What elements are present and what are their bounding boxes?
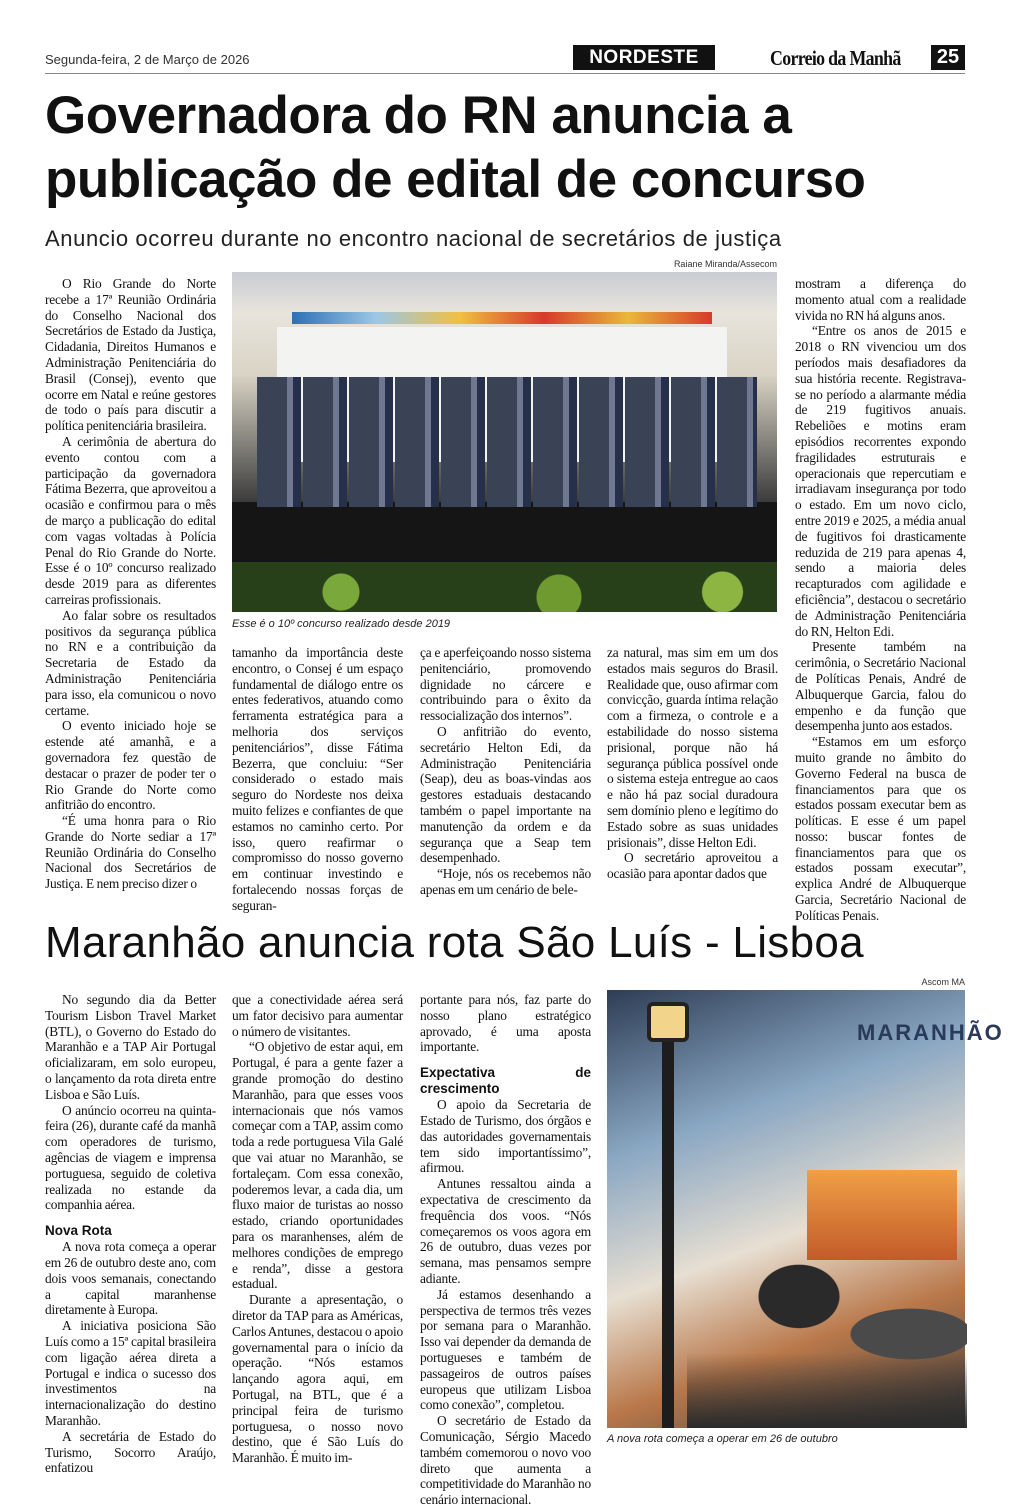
event-banner-strip [292,312,712,324]
paragraph: O anfitrião do evento, secretário Helton Edi, da Administração Penitenciária (Seap), deu as boas-vindas aos gestores estaduais destacando também o papel importante na manutenção da ordem e da segurança que a Seap tem desempenhado. [420,723,591,866]
paragraph: “Hoje, nós os recebemos não apenas em um cenário de bele- [420,866,591,897]
paragraph: O apoio da Secretaria de Estado de Turismo, dos órgãos e das autoridades governamentais tem sido importantíssimo”, afirmou. [420,1097,591,1176]
paragraph: O secretário aproveitou a ocasião para apontar dados que [607,850,778,882]
paragraph: ça e aperfeiçoando nosso sistema penitenciário, promovendo dignidade no cárcere e contribuindo para o êxito da ressocialização dos internos”. [420,645,591,724]
article1-subtitle: Anuncio ocorreu durante no encontro nacional de secretários de justiça [45,226,782,251]
article2-column-2 [232,992,403,1466]
visitors [687,1240,967,1428]
article1-column-4 [607,645,778,882]
article1-column-5 [795,276,966,924]
article1-column-2 [232,645,403,914]
page-number: 25 [931,45,965,70]
lamp-post [662,1020,674,1428]
paragraph: “Estamos em um esforço muito grande no âmbito do Governo Federal na busca de financiamentos para que os estados possam executar bem as políticas. E esse é um papel nosso: buscar fontes de financiamentos para que os estados possam executar”, explica André de Albuquerque Garcia, Secretário Nacional de Políticas Penais. [795,734,966,923]
paragraph: Presente também na cerimônia, o Secretário Nacional de Políticas Penais, André de Albuquerque Garcia, falou do empenho e da função que desempenha junto aos estados. [795,639,966,734]
paragraph: “É uma honra para o Rio Grande do Norte sediar a 17ª Reunião Ordinária do Conselho Nacional dos Secretários de Justiça. E nem preciso dizer o [45,813,216,892]
subheading: Nova Rota [45,1223,112,1239]
paragraph: que a conectividade aérea será um fator decisivo para aumentar o número de visitantes. [232,992,403,1039]
photo2-credit: Ascom MA [921,977,965,987]
paragraph: O anúncio ocorreu na quinta-feira (26), durante café da manhã com operadores de turismo, agências de viagem e imprensa portuguesa, seguido de coletiva realizada no estande da companhia aérea. [45,1102,216,1213]
paragraph: Antunes ressaltou ainda a expectativa de crescimento da frequência dos voos. “Nós começaremos os voos agora em 26 de outubro, duas vezes por semana, mas pensamos sempre adiante. [420,1176,591,1286]
paragraph: O secretário de Estado da Comunicação, Sérgio Macedo também comemorou o novo voo direto que aumenta a competitividade do Maranhão no cenário internacional. [420,1413,591,1508]
paragraph: O evento iniciado hoje se estende até amanhã, e a governadora fez questão de destacar o prazer de poder ter o Rio Grande do Norte como anfitrião do encontro. [45,718,216,813]
plants [232,562,777,612]
paragraph: Durante a apresentação, o diretor da TAP para as Américas, Carlos Antunes, destacou o apoio governamental para o início da operação. “Nós estamos lançando agora aqui, em Portugal, na BTL, que é a principal feira de turismo portuguesa, o nosso novo destino, que é São Luís do Maranhão. É muito im- [232,1292,403,1466]
newspaper-logo: Correio da Manhã [770,46,901,70]
paragraph: A secretária de Estado do Turismo, Socorro Araújo, enfatizou [45,1428,216,1476]
paragraph: za natural, mas sim em um dos estados mais seguros do Brasil. Realidade que, ouso afirmar com convicção, guarda íntima relação com a firmeza, o controle e a estabilidade do nosso sistema prisional, porque não há segurança pública possível onde o sistema esteja entregue ao caos e não há paz social duradoura sem domínio pleno e legítimo do Estado sobre as suas unidades prisionais”, disse Helton Edi. [607,645,778,850]
paragraph: Ao falar sobre os resultados positivos da segurança pública no RN e a contribuição da Secretaria de Estado da Administração Penitenciária para isso, ela comunicou o novo certame. [45,607,216,718]
article1-column-3 [420,645,591,898]
photo1-credit: Raiane Miranda/Assecom [673,259,777,269]
issue-date: Segunda-feira, 2 de Março de 2026 [45,52,250,67]
paragraph: portante para nós, faz parte do nosso plano estratégico aprovado, é uma aposta importante. [420,992,591,1055]
article2-column-3 [420,992,591,1508]
subheading: Expectativa de crescimento [420,1065,591,1097]
stand-sign: MARANHÃO [857,1020,1004,1045]
header-divider [45,73,965,74]
paragraph: A cerimônia de abertura do evento contou com a participação da governadora Fátima Bezerra, que aproveitou a ocasião e confirmou para o mês de março a publicação do edital com vagas voltadas à Polícia Penal do Rio Grande do Norte. Esse é o 10º concurso realizado desde 2019 para as diferentes carreiras profissionais. [45,433,216,607]
article1-headline: Governadora do RN anuncia a publicação de edital de concurso [45,86,866,209]
paragraph: “O objetivo de estar aqui, em Portugal, é para a gente fazer a grande promoção do destino Maranhão, para que esses voos internacionais que nós vamos começar com a TAP, assim como toda a rede portuguesa Vila Galé que vai atuar no Maranhão, se fortaleçam. Com essa conexão, poderemos levar, a cada dia, um fluxo maior de turistas ao nosso estado, criando oportunidades para os maranhenses, além de melhores condições de emprego e renda”, disse a gestora estadual. [232,1039,403,1292]
paragraph: mostram a diferença do momento atual com a realidade vivida no RN há alguns anos. [795,276,966,323]
lamp [647,1002,689,1042]
paragraph: Já estamos desenhando a perspectiva de termos três vezes por semana para o Maranhão. Isso vai depender da demanda de portugueses e também de passageiros de outros países europeus que utilizam Lisboa como conexão”, completou. [420,1286,591,1413]
section-label: NORDESTE [573,45,715,70]
article2-column-1 [45,992,216,1476]
paragraph: No segundo dia da Better Tourism Lisbon Travel Market (BTL), o Governo do Estado do Maranhão e a TAP Air Portugal oficializaram, em solo europeu, o lançamento da rota direta entre Lisboa e São Luís. [45,992,216,1102]
paragraph: O Rio Grande do Norte recebe a 17ª Reunião Ordinária do Conselho Nacional dos Secretários de Estado da Justiça, Cidadania, Direitos Humanos e Administração Penitenciária do Brasil (Consej), evento que ocorre em Natal e reúne gestores de todo o país para discutir a política penitenciária brasileira. [45,276,216,434]
group-of-people [257,377,757,507]
paragraph: “Entre os anos de 2015 e 2018 o RN vivenciou um dos períodos mais desafiadores da sua história recente. Registrava-se no período a alarmante média de 219 fugitivos anuais. Rebeliões e motins eram episódios recorrentes expondo fragilidades estruturais e operacionais que repercutiam e irradiavam insegurança por todo o estado. Em um novo ciclo, entre 2019 e 2025, a média anual de fugitivos foi drasticamente reduzida de 219 para apenas 4, sendo a maioria deles recapturados com agilidade e eficiência”, destacou o secretário de Administração Penitenciária do RN, Helton Edi. [795,323,966,639]
article2-headline: Maranhão anuncia rota São Luís - Lisboa [45,918,864,967]
paragraph: A iniciativa posiciona São Luís como a 15ª capital brasileira com ligação aérea direta a Portugal e indica o sucesso dos investimentos na internacionalização do destino Maranhão. [45,1318,216,1428]
photo1-caption: Esse é o 10º concurso realizado desde 2019 [232,618,451,630]
paragraph: A nova rota começa a operar em 26 de outubro deste ano, com dois voos semanais, conectando a capital maranhense diretamente à Europa. [45,1239,216,1318]
photo-officials-on-stage [232,272,777,612]
photo-tourism-fair-stand [607,990,1004,1428]
paragraph: tamanho da importância deste encontro, o Consej é um espaço fundamental de diálogo entre os entes federativos, atuando como ferramenta estratégica para a melhoria dos serviços penitenciários”, disse Fátima Bezerra, que concluiu: “Ser considerado o estado mais seguro do Nordeste nos deixa muito felizes e confiantes de que estamos no caminho certo. Por isso, quero reafirmar o compromisso do nosso governo em continuar investindo e fortalecendo nossas forças de seguran- [232,645,403,913]
photo2-caption: A nova rota começa a operar em 26 de outubro [607,1433,838,1445]
article1-column-1 [45,276,216,892]
